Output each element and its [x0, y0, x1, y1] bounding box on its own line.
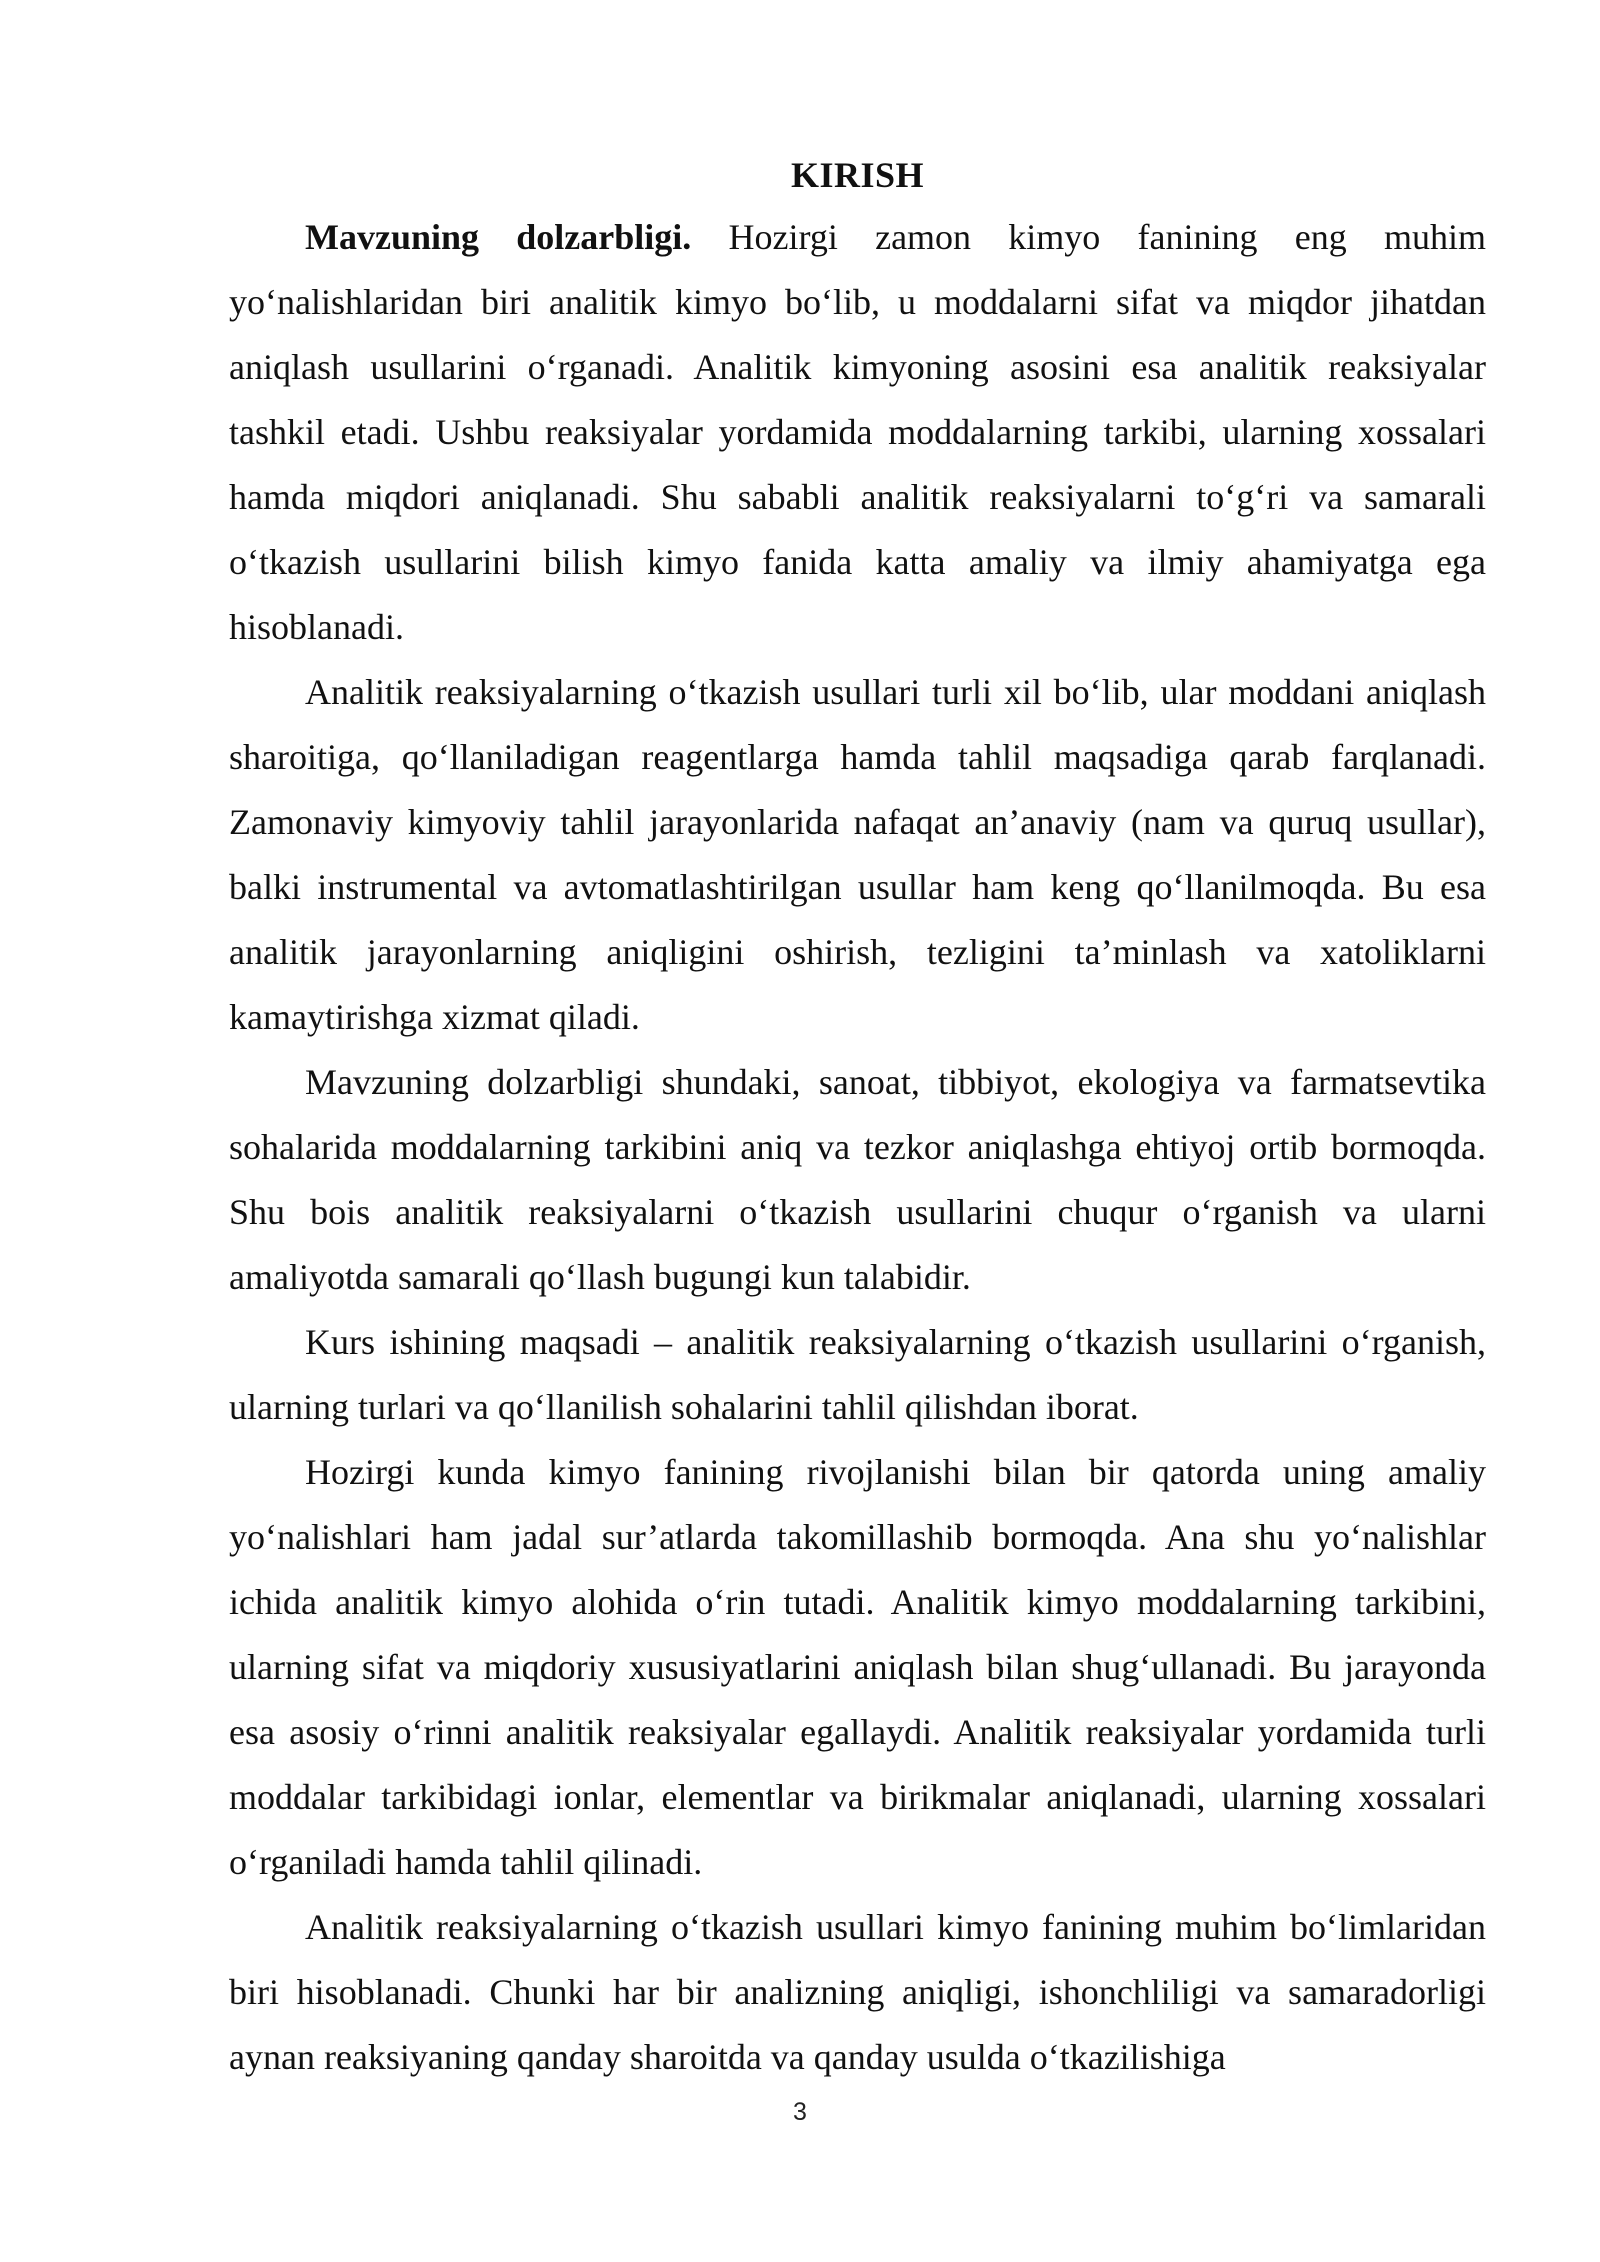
page-number: 3: [793, 2098, 807, 2126]
page-title: KIRISH: [790, 155, 925, 195]
document-page: [229, 145, 1486, 2090]
paragraph-current-state: Hozirgi kunda kimyo fanining rivojlanishi bilan bir qatorda uning amaliy yo‘nalishlari ham jadal sur’atlarda takomillashib bormoqda. Ana shu yo‘nalishlar ichida analitik kimyo alohida o‘rin tutadi. Analitik kimyo moddalarning tarkibini, ularning sifat va miqdoriy xususiyatlarini aniqlash bilan shug‘ullanadi. Bu jarayonda esa asosiy o‘rinni analitik reaksiyalar egallaydi. Analitik reaksiyalar yordamida turli moddalar tarkibidagi ionlar, elementlar va birikmalar aniqlanadi, ularning xossalari o‘rganiladi hamda tahlil qilinadi.: [229, 1452, 1486, 1882]
paragraph-relevance-detail: Mavzuning dolzarbligi shundaki, sanoat, tibbiyot, ekologiya va farmatsevtika sohalarida moddalarning tarkibini aniq va tezkor aniqlashga ehtiyoj ortib bormoqda. Shu bois analitik reaksiyalarni o‘tkazish usullarini chuqur o‘rganish va ularni amaliyotda samarali qo‘llash bugungi kun talabidir.: [229, 1062, 1486, 1297]
paragraph-importance: Analitik reaksiyalarning o‘tkazish usullari kimyo fanining muhim bo‘limlaridan biri hisoblanadi. Chunki har bir analizning aniqligi, ishonchliligi va samaradorligi aynan reaksiyaning qanday sharoitda va qanday usulda o‘tkazilishiga: [229, 1907, 1486, 2077]
paragraph-relevance: [229, 205, 1486, 660]
paragraph-goal: Kurs ishining maqsadi – analitik reaksiyalarning o‘tkazish usullarini o‘rganish, ularning turlari va qo‘llanilish sohalarini tahlil qilishdan iborat.: [229, 1322, 1486, 1427]
paragraph-methods: Analitik reaksiyalarning o‘tkazish usullari turli xil bo‘lib, ular moddani aniqlash sharoitiga, qo‘llaniladigan reagentlarga hamda tahlil maqsadiga qarab farqlanadi. Zamonaviy kimyoviy tahlil jarayonlarida nafaqat an’anaviy (nam va quruq usullar), balki instrumental va avtomatlashtirilgan usullar ham keng qo‘llanilmoqda. Bu esa analitik jarayonlarning aniqligini oshirish, tezligini ta’minlash va xatoliklarni kamaytirishga xizmat qiladi.: [229, 672, 1486, 1037]
paragraph-lead: Mavzuning dolzarbligi.: [305, 217, 692, 257]
paragraph-text: Hozirgi zamon kimyo fanining eng muhim yo‘nalishlaridan biri analitik kimyo bo‘lib, u moddalarni sifat va miqdor jihatdan aniqlash usullarini o‘rganadi. Analitik kimyoning asosini esa analitik reaksiyalar tashkil etadi. Ushbu reaksiyalar yordamida moddalarning tarkibi, ularning xossalari hamda miqdori aniqlanadi. Shu sababli analitik reaksiyalarni to‘g‘ri va samarali o‘tkazish usullarini bilish kimyo fanida katta amaliy va ilmiy ahamiyatga ega hisoblanadi.: [229, 217, 1486, 647]
